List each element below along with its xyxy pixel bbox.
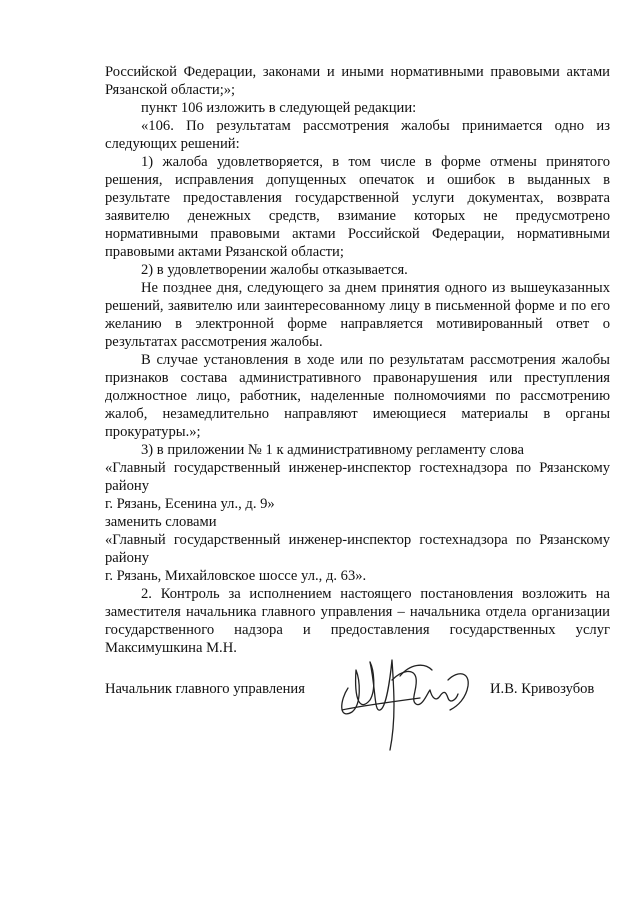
- text-line: решения, исправления допущенных опечаток и ошибок в выданных в: [105, 172, 610, 188]
- text-line: Не позднее дня, следующего за днем принятия одного из вышеуказанных: [141, 280, 610, 296]
- text-line: результатах рассмотрения жалобы.: [105, 334, 323, 350]
- text-line: 2) в удовлетворении жалобы отказывается.: [141, 262, 408, 278]
- text-line: заменить словами: [105, 514, 217, 530]
- text-line: решений, заявителю или заинтересованному лицу в письменной форме и по его: [105, 298, 610, 314]
- text-line: признаков состава административного правонарушения или преступления: [105, 370, 610, 386]
- text-line: нормативными правовыми актами Российской Федерации, нормативными: [105, 226, 610, 242]
- text-line: пункт 106 изложить в следующей редакции:: [141, 100, 417, 116]
- text-line: району: [105, 550, 149, 566]
- text-line: Рязанской области;»;: [105, 82, 236, 98]
- text-line: «Главный государственный инженер-инспектор гостехнадзора по Рязанскому: [105, 532, 610, 548]
- text-line: «Главный государственный инженер-инспектор гостехнадзора по Рязанскому: [105, 460, 610, 476]
- text-line: правовыми актами Рязанской области;: [105, 244, 344, 260]
- text-line: 3) в приложении № 1 к административному регламенту слова: [141, 442, 524, 458]
- text-line: г. Рязань, Есенина ул., д. 9»: [105, 496, 275, 512]
- text-line: жалоб, незамедлительно направляют имеющиеся материалы в органы: [105, 406, 610, 422]
- text-line: 2. Контроль за исполнением настоящего постановления возложить на: [141, 586, 610, 602]
- handwritten-signature: [330, 640, 480, 760]
- text-line: району: [105, 478, 149, 494]
- text-line: результате предоставления государственной услуги документах, возврата: [105, 190, 610, 206]
- text-line: «106. По результатам рассмотрения жалобы принимается одно из: [141, 118, 610, 134]
- text-line: Максимушкина М.Н.: [105, 640, 237, 656]
- text-line: Российской Федерации, законами и иными нормативными правовыми актами: [105, 64, 610, 80]
- signer-name: И.В. Кривозубов: [490, 681, 595, 697]
- position-title: Начальник главного управления: [105, 681, 305, 697]
- text-line: следующих решений:: [105, 136, 240, 152]
- text-line: заявителю денежных средств, взимание которых не предусмотрено: [105, 208, 610, 224]
- text-line: г. Рязань, Михайловское шоссе ул., д. 63».: [105, 568, 367, 584]
- text-line: государственного надзора и предоставления государственных услуг: [105, 622, 610, 638]
- text-line: прокуратуры.»;: [105, 424, 201, 440]
- text-line: В случае установления в ходе или по результатам рассмотрения жалобы: [141, 352, 610, 368]
- text-line: должностное лицо, работник, наделенные полномочиями по рассмотрению: [105, 388, 610, 404]
- text-line: желанию в электронной форме направляется мотивированный ответ о: [105, 316, 610, 332]
- text-line: заместителя начальника главного управления – начальника отдела организации: [105, 604, 610, 620]
- text-line: 1) жалоба удовлетворяется, в том числе в форме отмены принятого: [141, 154, 610, 170]
